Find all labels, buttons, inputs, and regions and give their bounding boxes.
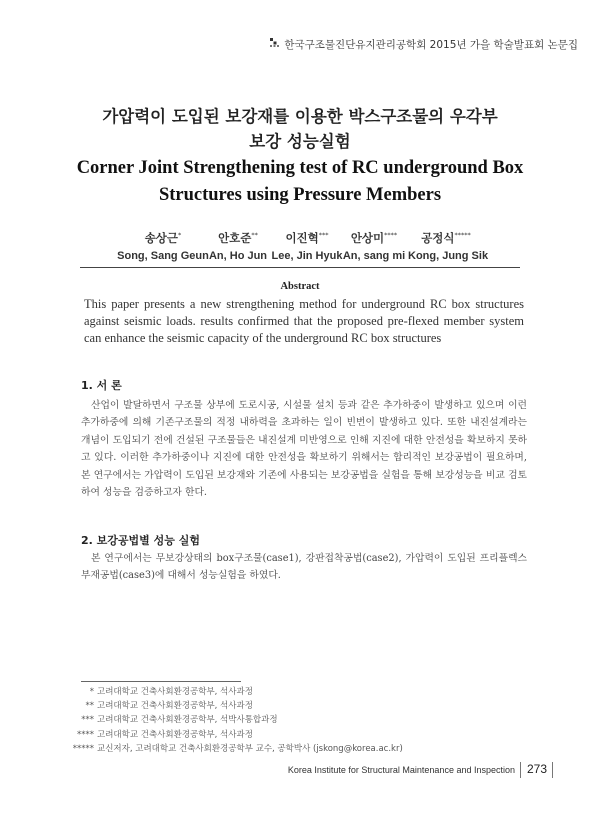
author-2 <box>206 230 270 262</box>
author-name-en: Kong, Jung Sik <box>408 250 489 262</box>
author-5 <box>408 230 489 262</box>
author-name-en: Lee, Jin Hyuk <box>271 250 343 262</box>
footnote-mark: * <box>89 687 94 697</box>
author-name-kr: 안호준 <box>218 231 252 245</box>
footnote-text: 고려대학교 건축사회환경공학부, 석사과정 <box>97 729 253 740</box>
section-1-body: 산업이 발달하면서 구조물 상부에 도로시공, 시설물 설치 등과 같은 추가하중이 발생하고 있으며 이런 추가하중에 의해 기존구조물의 적정 내하력을 초과하는 일이 빈번이 발생하고 있다. 또한 내진설계라는 개념이 도입되기 전에 건설된 구조물들은 내진설계 미반영으로 인해 지진에 대한 안전성을 확보하지 못하고 있다. 이러한 추가하중이나 지진에 대한 안전성을 확보하기 위해서는 합리적인 보강공법이 필요하며, 본 연구에서는 가압력이 도입된 보강재와 기존에 사용되는 보강공법을 실험을 통해 보강성능을 비교 검토하여 성능을 검증하고자 한다. <box>81 400 527 499</box>
korean-title-line1: 가압력이 도입된 보강재를 이용한 박스구조물의 우각부 <box>102 107 498 126</box>
author-mark: **** <box>384 231 398 239</box>
author-mark: *** <box>318 231 329 239</box>
author-1 <box>116 230 210 262</box>
footnote-mark: *** <box>81 715 94 726</box>
footnote-item <box>60 742 480 756</box>
footnote-text: 고려대학교 건축사회환경공학부, 석사과정 <box>97 701 253 712</box>
author-name-kr: 공정식 <box>421 231 455 245</box>
section-1-heading: 1. 서 론 <box>81 379 122 392</box>
author-divider <box>80 267 520 268</box>
footer-institute: Korea Institute for Structural Maintenance and Inspection <box>287 765 515 775</box>
english-title-line1: Corner Joint Strengthening test of RC underground Box <box>76 158 524 178</box>
author-mark: ***** <box>454 231 471 239</box>
footnote-item <box>60 699 480 713</box>
footnote-text: 고려대학교 건축사회환경공학부, 석박사통합과정 <box>97 715 278 726</box>
author-3 <box>270 230 344 262</box>
section-2-heading: 2. 보강공법별 성능 실험 <box>81 534 200 547</box>
footnote-text: 고려대학교 건축사회환경공학부, 석사과정 <box>97 687 253 697</box>
footnote-mark: **** <box>77 729 94 740</box>
author-name-en: Song, Sang Geun <box>117 250 209 262</box>
section-2-body: 본 연구에서는 무보강상태의 box구조물(case1), 강판접착공법(case2), 가압력이 도입된 프리플렉스부재공법(case3)에 대해서 성능실험을 하였다. <box>81 553 527 582</box>
footnotes <box>60 685 480 756</box>
author-mark: * <box>178 231 182 239</box>
footer-divider <box>520 762 521 778</box>
bullet-icon <box>270 38 280 51</box>
footnote-item <box>60 685 480 699</box>
author-name-en: An, Ho Jun <box>208 250 268 262</box>
author-4 <box>342 230 406 262</box>
author-name-kr: 안상미 <box>350 231 385 245</box>
abstract-heading: Abstract <box>280 281 320 292</box>
english-title-line2: Structures using Pressure Members <box>158 185 442 205</box>
author-name-kr: 이진혁 <box>285 231 319 245</box>
footnote-text: 교신저자, 고려대학교 건축사회환경공학부 교수, 공학박사 (jskong@korea.ac.kr) <box>97 743 403 754</box>
footnote-mark: ***** <box>72 743 94 754</box>
footer-divider-right <box>552 762 553 778</box>
abstract-text: This paper presents a new strengthening method for underground RC box structures against seismic loads. results confirmed that the proposed pre-flexed member system can enhance the seismic capacity of the underground RC box structures <box>84 297 524 345</box>
footnote-item <box>60 713 480 727</box>
abstract-body <box>84 296 524 347</box>
page-number: 273 <box>527 762 548 776</box>
korean-title-line2: 보강 성능실험 <box>249 132 351 151</box>
author-name-en: An, sang mi <box>342 250 406 262</box>
footnote-divider <box>81 681 241 682</box>
footnote-mark: ** <box>85 701 94 712</box>
conference-header <box>260 37 578 52</box>
author-name-kr: 송상근 <box>144 231 179 245</box>
footnote-item <box>60 728 480 742</box>
conference-name: 한국구조물진단유지관리공학회 2015년 가을 학술발표회 논문집 <box>284 39 578 51</box>
author-mark: ** <box>251 231 258 239</box>
